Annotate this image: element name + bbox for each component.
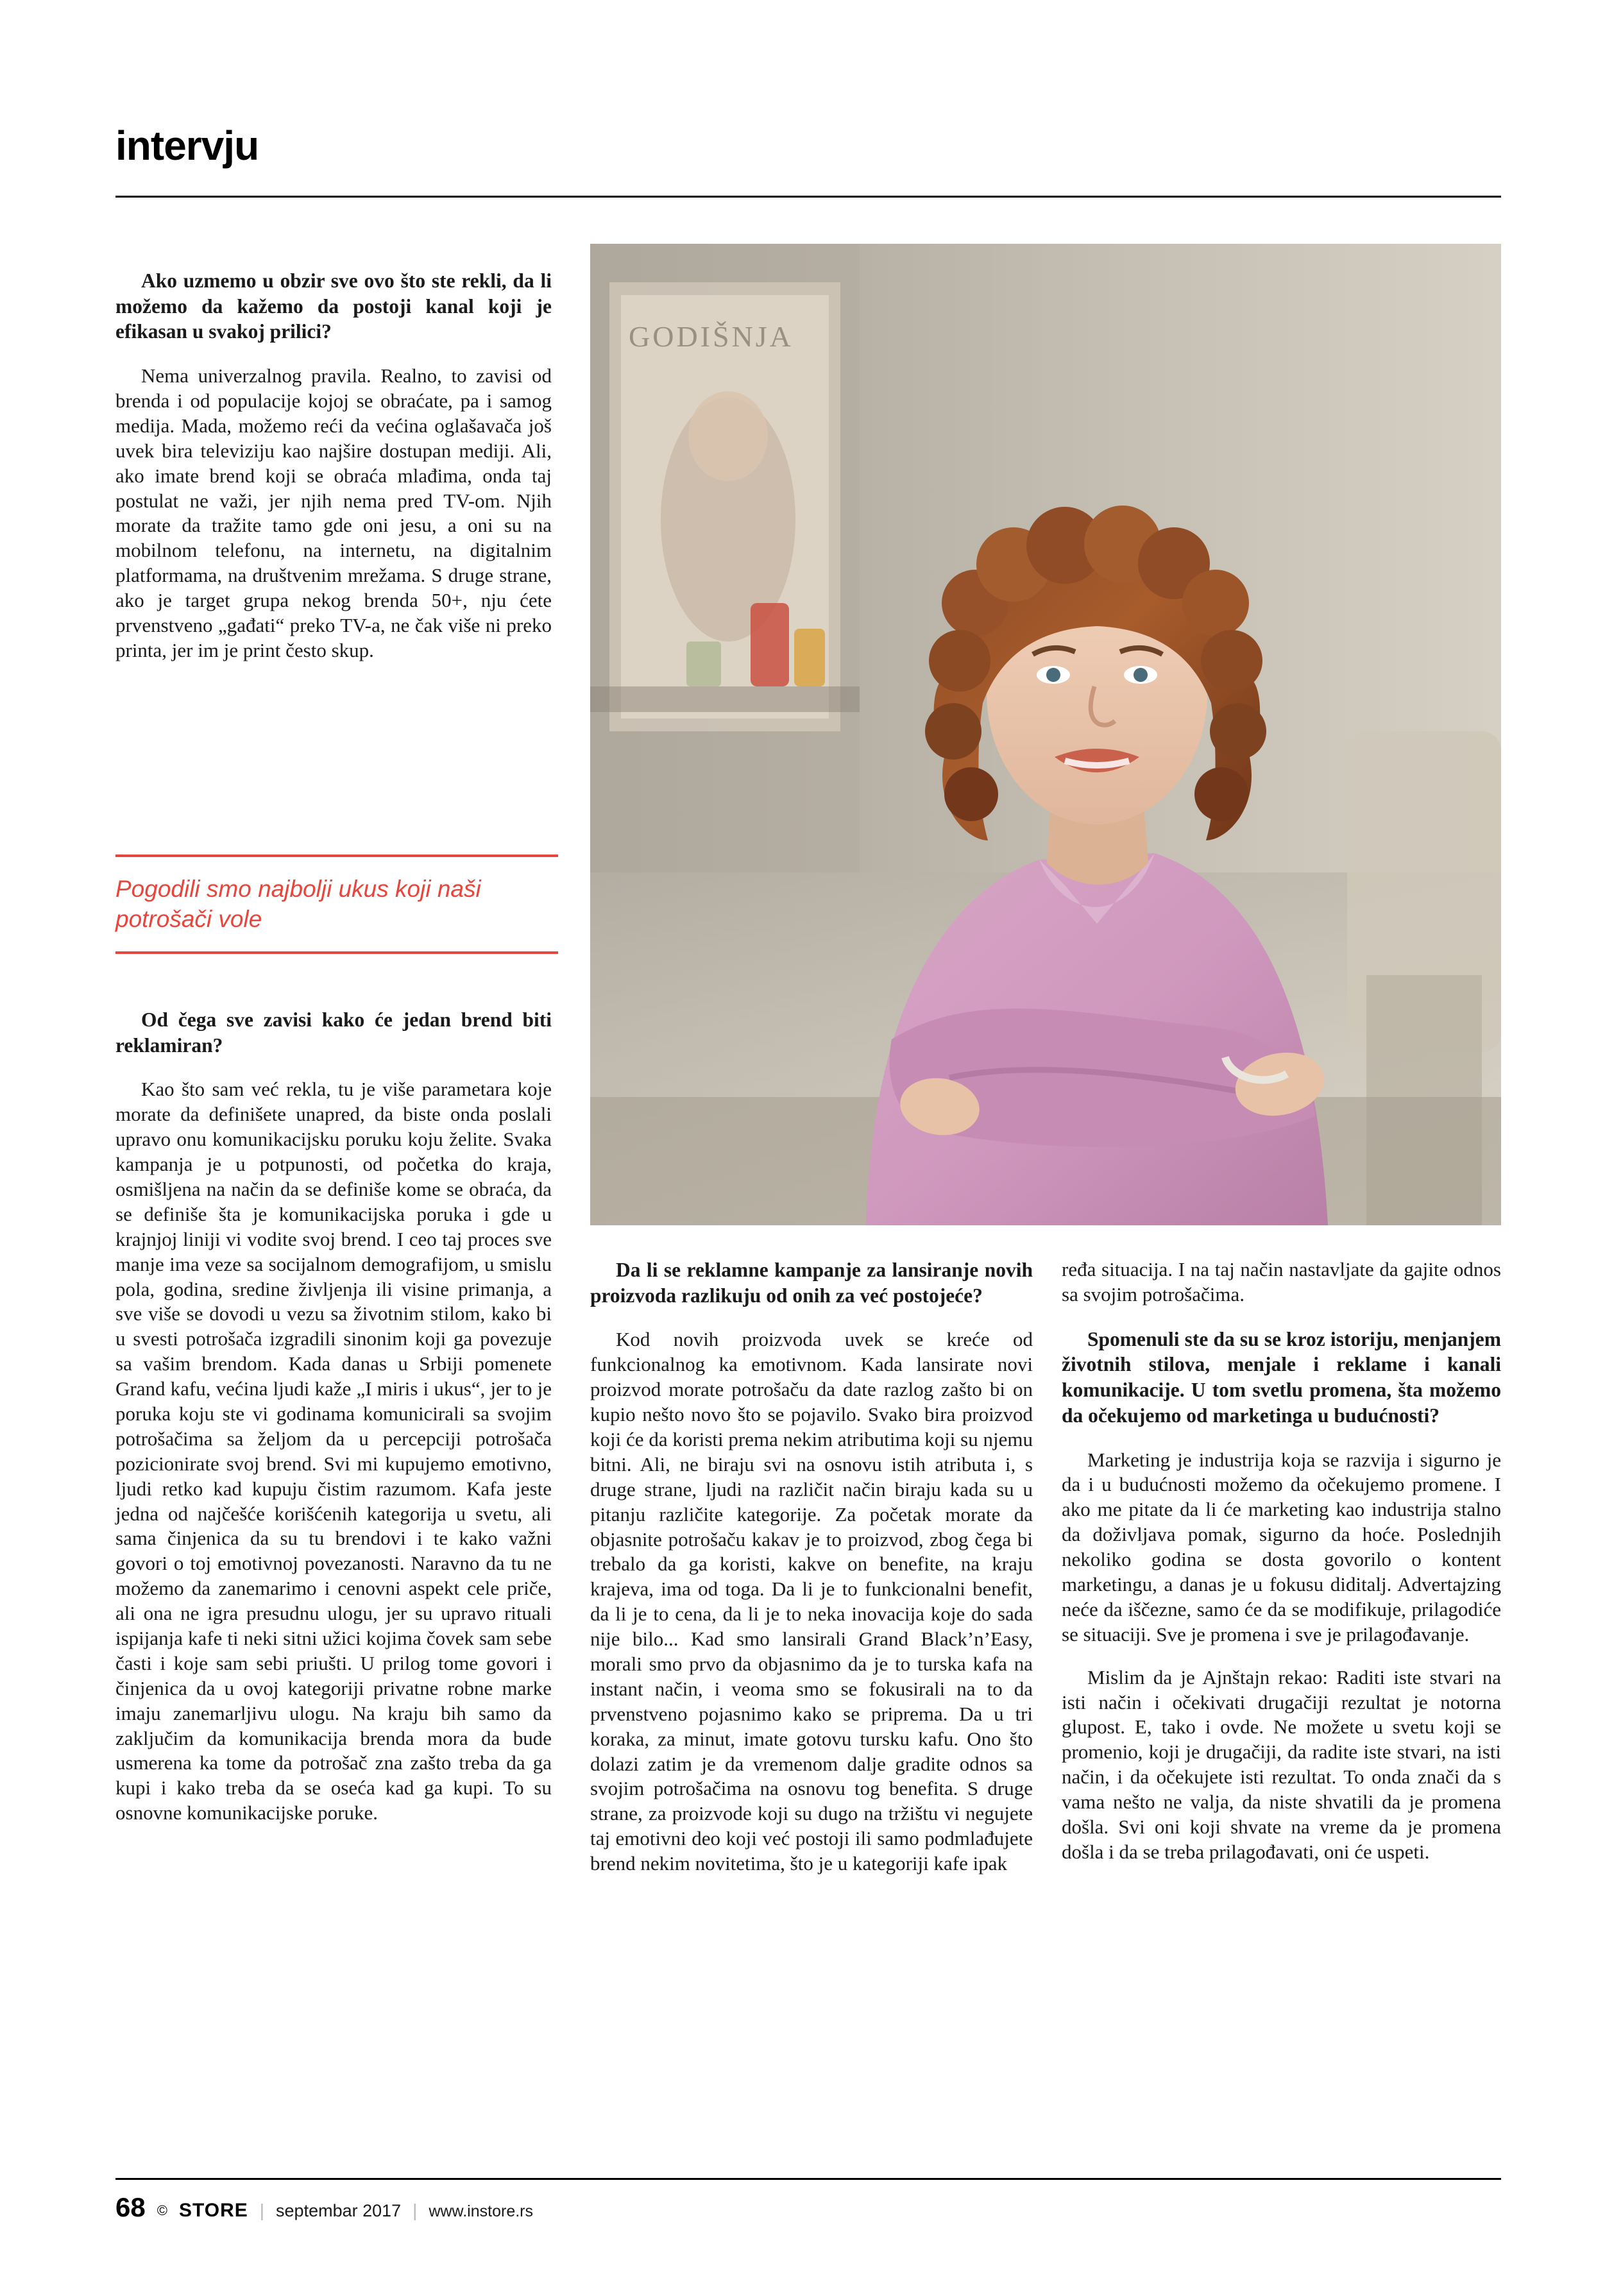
interview-answer: Kod novih proizvoda uvek se kreće od funkcionalnog ka emotivnom. Kada lansirate novi proizvod morate potrošaču da date razlog zašto bi on kupio nešto novo što se pojavilo. Svako bira proizvod koji će da koristi prema nekim atributima koji su njemu bitni. Ali, ne biraju svi na osnovu istih atributa i, s druge strane, ljudi na različit način biraju kada su u pitanju različite kategorije. Za početak morate da objasnite potrošaču kakav je to proizvod, zbog čega bi trebalo da ga koristi, kakve on benefite, na kraju krajeva, ima od toga. Da li je to funkcionalni benefit, da li je to cena, da li je to neka inovacija koje do sada nije bilo... Kad smo lansirali Grand Black’n’Easy, morali smo prvo da objasnimo da je to turska kafa na instant način, i veoma smo se fokusirali na to da prvenstveno pojasnimo kako se priprema. Da u tri koraka, za minut, imate gotovu tursku kafu. Ono što dolazi zatim je da vremenom dalje gradite odnos sa svojim potrošačima na osnovu tog benefita. S druge strane, za proizvode koji su dugo na tržištu vi negujete taj emotivni deo koji već postoji ili samo podmlađujete brend nekim novitetima, što je u kategoriji kafe ipak (590, 1328, 1033, 1875)
footer-divider (115, 2178, 1501, 2180)
paragraph-spacer (1062, 1647, 1501, 1665)
interview-answer: Marketing je industrija koja se razvija i sigurno je da i u budućnosti možemo da očekujemo promene. I ako me pitate da li će marketing kao industrija stalno da doživljava pomak, sigurno da hoće. Poslednjih nekoliko godina se dosta govorilo o kontent marketingu, a danas je u fokusu diditalj. Advertajzing neće da iščezne, samo će da se modifikuje, prilagodiće se situaciji. Sve je promena i sve je prilagođavanje. (1062, 1448, 1501, 1645)
article-column-1 (115, 268, 552, 663)
footer-separator: | (412, 2200, 418, 2220)
paragraph-spacer (1062, 1429, 1501, 1448)
page-number: 68 (115, 2192, 146, 2222)
interview-question: Da li se reklamne kampanje za lansiranje novih proizvoda razlikuju od onih za već postojeće? (590, 1259, 1033, 1307)
pull-quote-rule-bottom (115, 951, 558, 954)
paragraph-spacer (590, 1308, 1033, 1327)
interview-portrait-photo (590, 244, 1501, 1225)
svg-text:GODIŠNJA: GODIŠNJA (629, 320, 794, 353)
website-url[interactable]: www.instore.rs (429, 2202, 533, 2220)
magazine-logo: STORE (178, 2200, 248, 2221)
page-footer (115, 2178, 1501, 2223)
issue-date: septembar 2017 (276, 2201, 402, 2220)
paragraph-spacer (1062, 1307, 1501, 1327)
interview-answer: Nema univerzalnog pravila. Realno, to zavisi od brenda i od populacije kojoj se obraćate, pa i samog medija. Mada, možemo reći da većina oglašavača još uvek bira televiziju kao najšire dostupan mediji. Ali, ako imate brend koji se obraća mlađima, onda taj postulat ne važi, jer njih nema pred TV-om. Njih morate da tražite tamo gde oni jesu, a oni su na mobilnom telefonu, na internetu, na digitalnim platformama, na društvenim mrežama. S druge strane, ako je target grupa nekog brenda 50+, nju ćete prvenstveno „gađati“ preko TV-a, ne čak više ni preko printa, jer im je print često skup. (115, 364, 552, 661)
pull-quote-block (115, 855, 558, 954)
paragraph-spacer (115, 344, 552, 364)
interview-question: Ako uzmemo u obzir sve ovo što ste rekli, da li možemo da kažemo da postoji kanal koji je efikasan u svakoj prilici? (115, 269, 552, 343)
interview-answer: Kao što sam već rekla, tu je više parametara koje morate da definišete unapred, da biste onda poslali upravo onu komunikacijsku poruku koju želite. Svaka kampanja je u potpunosti, od početka do kraja, osmišljena na način da se definiše kome se obraća, da se definiše šta je komunikacijska poruka i gde u krajnjoj liniji vi vodite svoj brend. I ceo taj proces sve manje ima veze sa socijalnom demografijom, u smislu pola, godina, sredine življenja ili visine primanja, a sve više se dovodi u vezu sa životnim stilom, kako bi u svesti potrošača izgradili sinonim koji ga povezuje sa vašim brendom. Kada danas u Srbiji pomenete Grand kafu, većina ljudi kaže „I miris i ukus“, jer to je poruka koju ste vi godinama komunicirali sa svojim potrošačima sa željom da u percepciji potrošača pozicionirate svoj brend. Svi mi kupujemo emotivno, ljudi retko kad kupuju čistim razumom. Kafa jeste jedna od najčešće korišćenih kategorija u svetu, ali sama činjenica da su tu brendovi i te kako važni govori o toj emotivnoj povezanosti. Naravno da tu ne možemo da zanemarimo i cenovni aspekt cele priče, ali ona ne igra presudnu ulogu, jer su upravo rituali ispijanja kafe ti neki sitni užici kojima čovek sam sebe časti i koje sam sebi priušti. U prilog tome govori i činjenica da u ovoj kategoriji privatne robne marke imaju zanemarljivu ulogu. Na kraju bih samo da zaključim da komunikacija brenda mora da bude usmerena ka tome da potrošač zna zašto treba da ga kupi i kako treba da se oseća kad ga kupi. To su osnovne komunikacijske poruke. (115, 1078, 552, 1824)
copyright-icon: © (157, 2202, 167, 2218)
page-header (115, 123, 1501, 169)
section-title: intervju (115, 123, 259, 169)
footer-separator: | (259, 2200, 265, 2220)
interview-answer-continued: ređa situacija. I na taj način nastavljate da gajite odnos sa svojim potrošačima. (1062, 1258, 1501, 1305)
article-column-2 (590, 1257, 1033, 1876)
article-column-3 (1062, 1257, 1501, 1865)
interview-answer: Mislim da je Ajnštajn rekao: Raditi iste stvari na isti način i očekivati drugačiji rezultat je notorna glupost. E, tako i ovde. Ne možete u svetu koji se promenio, koji je drugačiji, da radite iste stvari, na isti način, i da očekujete isti rezultat. To onda znači da s vama nešto ne valja, da niste shvatili da je promena došla. Svi oni koji shvate na vreme da je promena došla i da se treba prilagođavati, oni će uspeti. (1062, 1665, 1501, 1863)
article-column-1-lower (115, 1007, 552, 1826)
interview-question: Od čega sve zavisi kako će jedan brend biti reklamiran? (115, 1008, 552, 1057)
header-divider (115, 196, 1501, 198)
pull-quote-text: Pogodili smo najbolji ukus koji naši potrošači vole (115, 876, 481, 933)
footer-content (115, 2192, 533, 2223)
interview-question: Spomenuli ste da su se kroz istoriju, menjanjem životnih stilova, menjale i reklame i kanali komunikacije. U tom svetlu promena, šta možemo da očekujemo od marketinga u budućnosti? (1062, 1327, 1501, 1427)
paragraph-spacer (115, 1058, 552, 1077)
portrait-illustration (590, 244, 1501, 1225)
